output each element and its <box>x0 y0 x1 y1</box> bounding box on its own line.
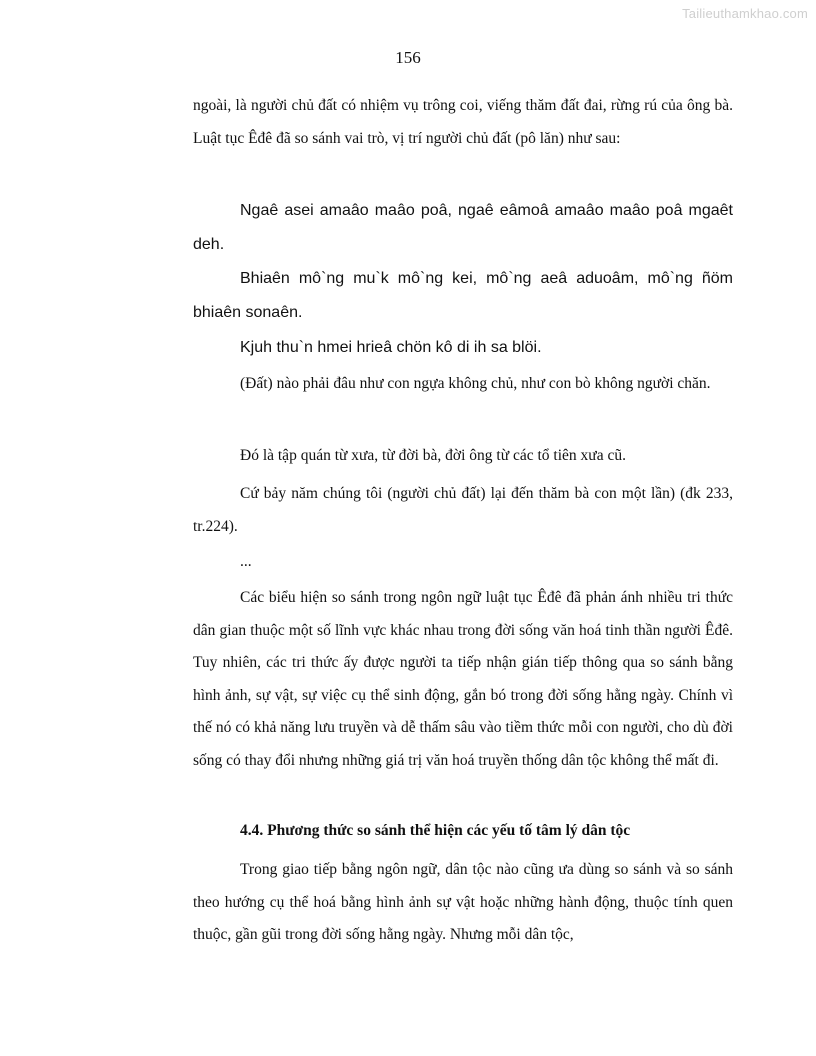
section-heading: 4.4. Phương thức so sánh thể hiện các yếu tố tâm lý dân tộc <box>240 822 631 839</box>
paragraph-section: Trong giao tiếp bằng ngôn ngữ, dân tộc nào cũng ưa dùng so sánh và so sánh theo hướng cụ thể hoá bằng hình ảnh sự vật hoặc những hành động, thuộc tính quen thuộc, gần gũi trong đời sống hằng ngày. Nhưng mỗi dân tộc, <box>193 861 733 943</box>
ede-quote-line-3: Kjuh thu`n hmei hrieâ chön kô di ih sa blöi. <box>240 339 542 356</box>
ellipsis: ... <box>240 553 252 570</box>
page-number: 156 <box>395 48 421 67</box>
ede-quote-line-1: Ngaê asei amaâo maâo poâ, ngaê eâmoâ amaâo maâo poâ mgaêt deh. <box>193 202 733 253</box>
translation-line-3: Cứ bảy năm chúng tôi (người chủ đất) lại đến thăm bà con một lần) (đk 233, tr.224). <box>193 485 733 535</box>
watermark: Tailieuthamkhao.com <box>682 6 808 21</box>
ede-quote-line-2: Bhiaên mô`ng mu`k mô`ng kei, mô`ng aeâ aduoâm, mô`ng ñöm bhiaên sonaên. <box>193 270 733 321</box>
paragraph-analysis: Các biểu hiện so sánh trong ngôn ngữ luật tục Êđê đã phản ánh nhiều tri thức dân gian thuộc một số lĩnh vực khác nhau trong đời sống văn hoá tinh thần người Êđê. Tuy nhiên, các tri thức ấy được người ta tiếp nhận gián tiếp thông qua so sánh bằng hình ảnh, sự vật, sự việc cụ thể sinh động, gắn bó trong đời sống hằng ngày. Chính vì thế nó có khả năng lưu truyền và dễ thấm sâu vào tiềm thức mỗi con người, cho dù đời sống có thay đổi nhưng những giá trị văn hoá truyền thống dân tộc không thể mất đi. <box>193 589 733 769</box>
translation-line-2: Đó là tập quán từ xưa, từ đời bà, đời ông từ các tổ tiên xưa cũ. <box>240 447 626 464</box>
translation-line-1: (Đất) nào phải đâu như con ngựa không chủ, như con bò không người chăn. <box>240 375 711 392</box>
paragraph-intro: ngoài, là người chủ đất có nhiệm vụ trông coi, viếng thăm đất đai, rừng rú của ông bà. Luật tục Êđê đã so sánh vai trò, vị trí người chủ đất (pô lăn) như sau: <box>193 97 733 147</box>
